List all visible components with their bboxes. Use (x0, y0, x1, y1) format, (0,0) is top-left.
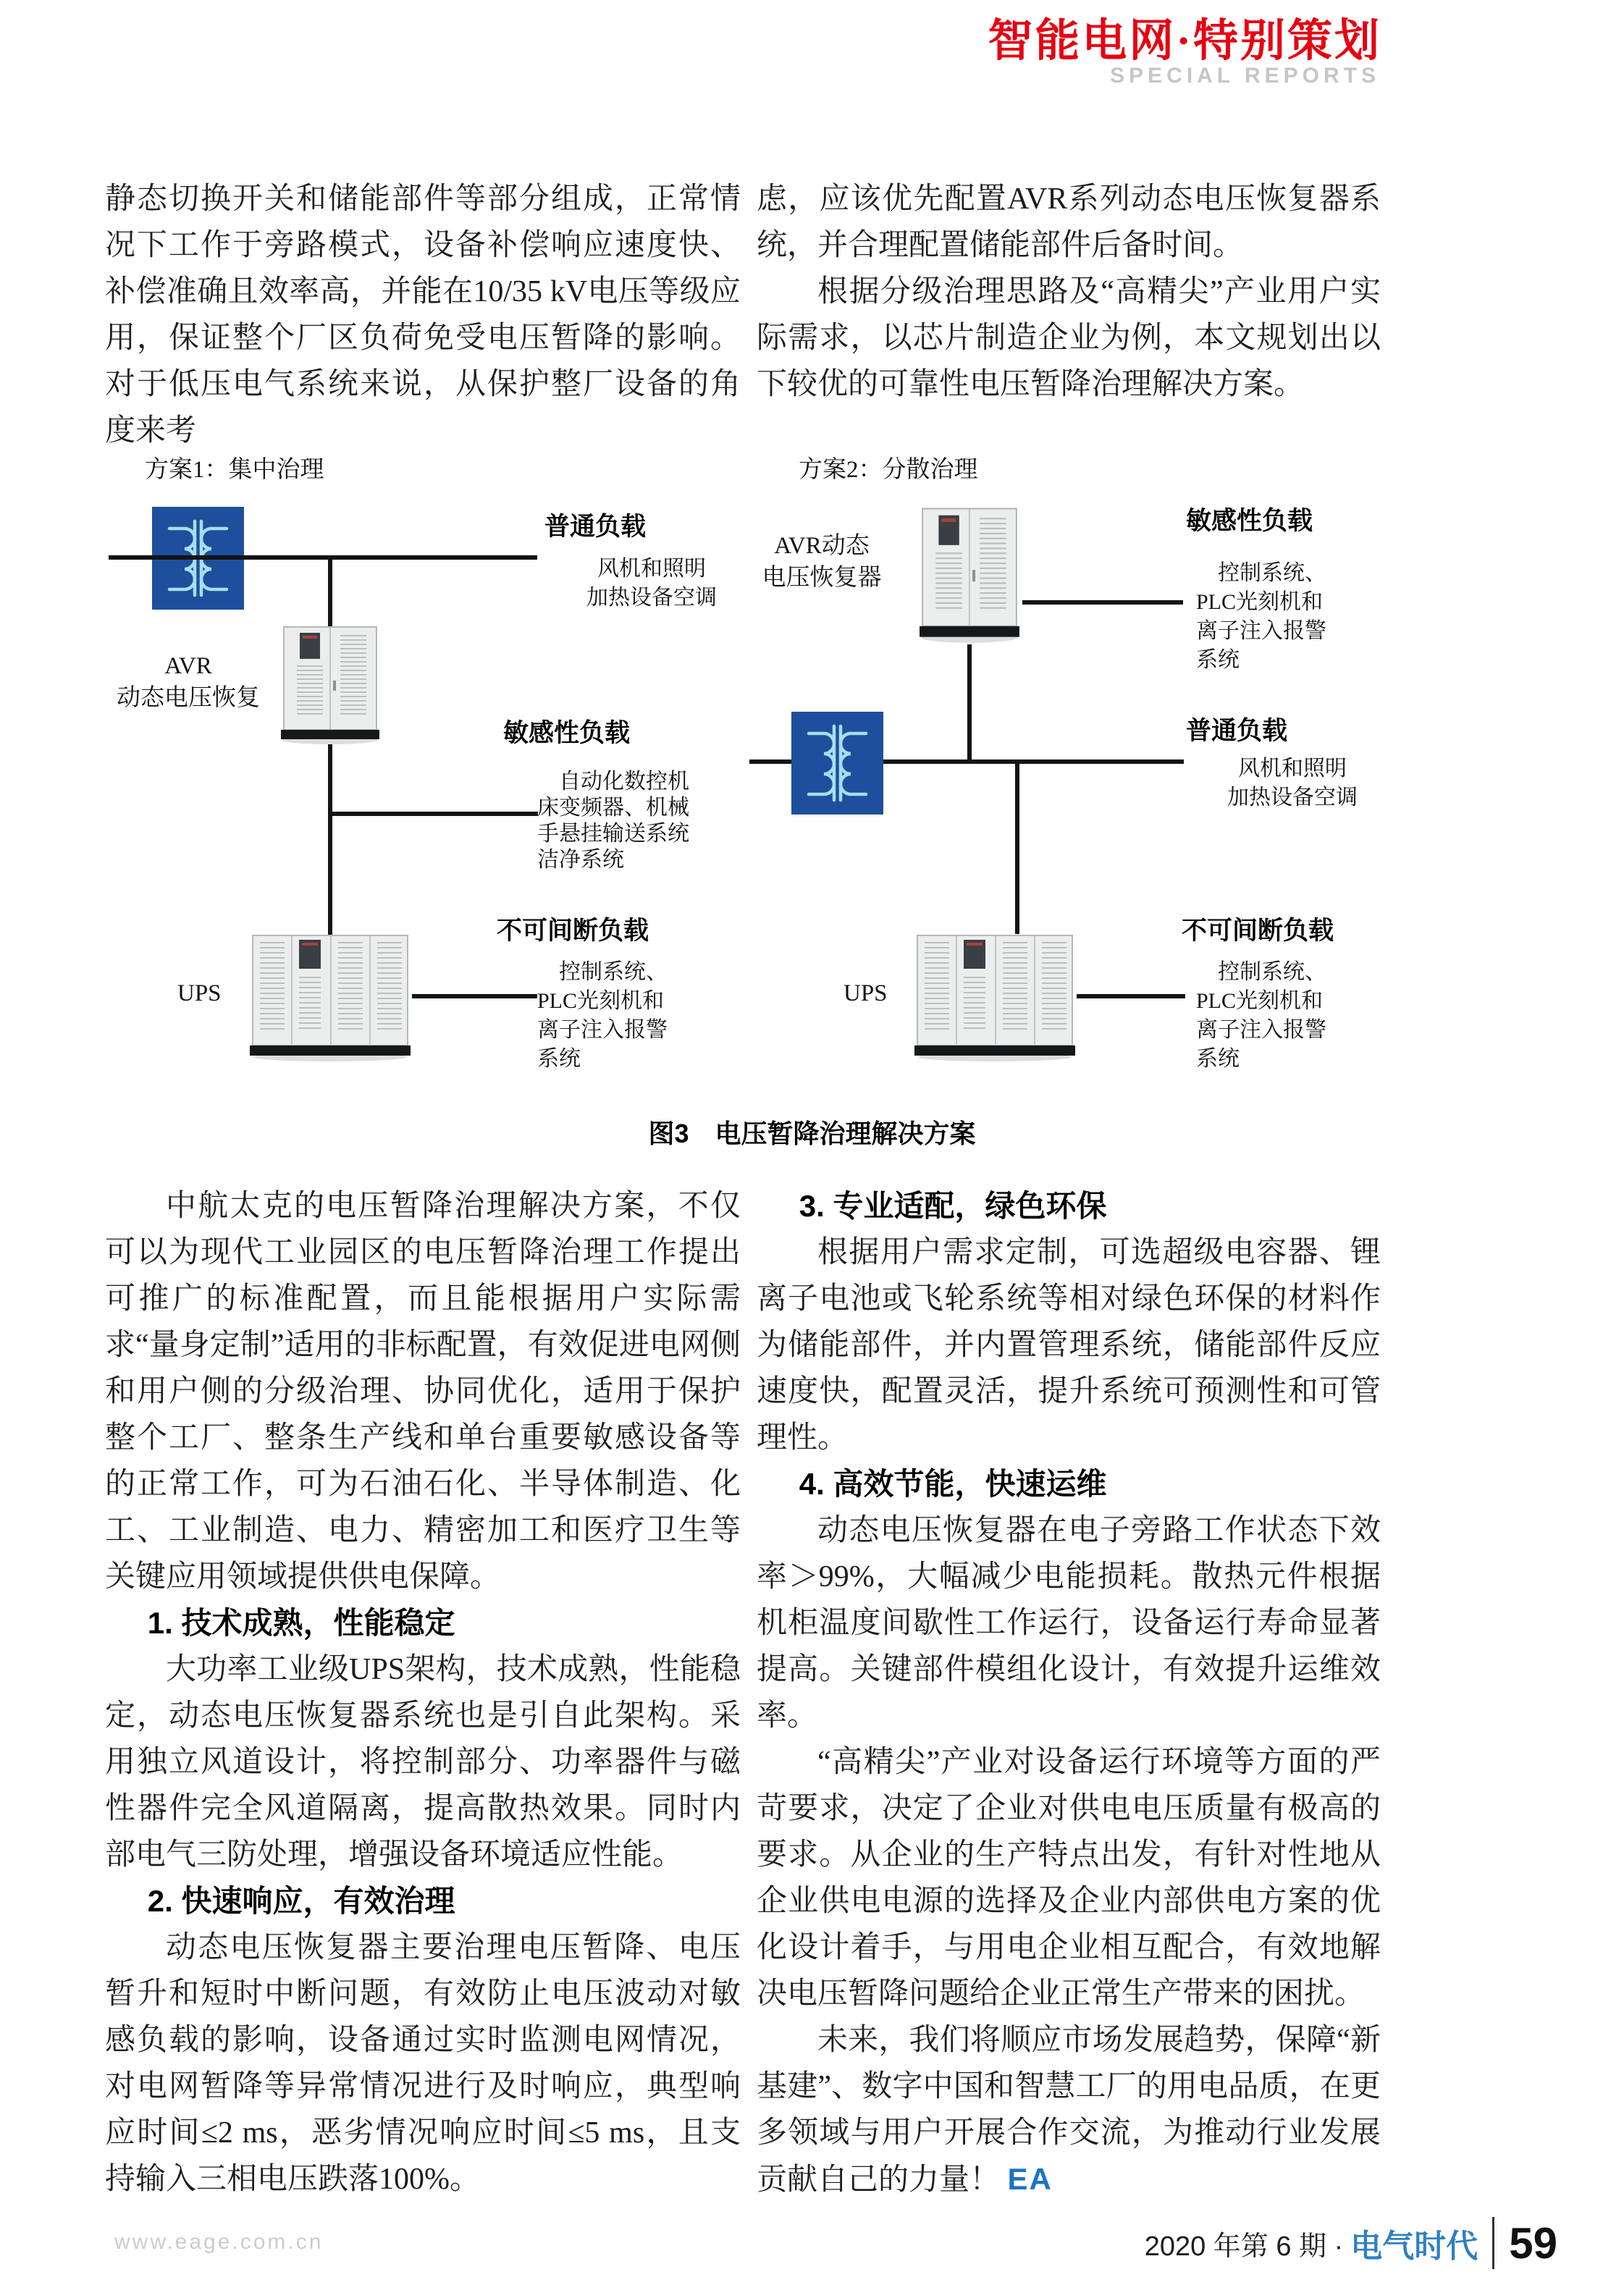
avr-label-line2: 动态电压恢复 (117, 685, 260, 711)
load-item: 系统 (1196, 648, 1240, 672)
paragraph: 根据用户需求定制，可选超级电容器、锂离子电池或飞轮系统等相对绿色环保的材料作为储能部件，并内置管理系统，储能部件反应速度快，配置灵活，提升系统可预测性和可管理性。 (757, 1236, 1381, 1455)
load-item: 自动化数控机 (559, 770, 689, 794)
ups-device-label: UPS (177, 980, 222, 1006)
load-item: 系统 (537, 1047, 581, 1071)
wire-vertical (967, 644, 972, 762)
load-item: 离子注入报警 (537, 1018, 668, 1042)
load-item: 控制系统、 (559, 960, 668, 984)
load-items-uninterruptible (1196, 958, 1428, 1074)
wire-branch (1077, 994, 1185, 998)
avr-label-line2: 电压恢复器 (762, 565, 882, 591)
load-item: 床变频器、机械 (537, 796, 689, 820)
scheme2-title: 方案2：分散治理 (799, 457, 978, 483)
body-column-right (757, 1183, 1381, 2203)
load-item: 加热设备空调 (1227, 786, 1358, 809)
ups-device-label: UPS (843, 980, 888, 1006)
body-column-left (105, 1183, 741, 2202)
wire-vertical (328, 744, 332, 938)
load-item: 控制系统、 (1218, 960, 1326, 984)
paragraph: 大功率工业级UPS架构，技术成熟，性能稳定，动态电压恢复器系统也是引自此架构。采用独立风道设计，将控制部分、功率器件与磁性器件完全风道隔离，提高散热效果。同时内部电气三防处理，增强设备环境适应性能。 (105, 1653, 741, 1872)
load-item: PLC光刻机和 (537, 989, 665, 1013)
section-heading: 2. 快速响应，有效治理 (147, 1884, 455, 1918)
load-item: 洁净系统 (537, 848, 624, 872)
avr-device-label (731, 530, 912, 594)
wire-branch (328, 812, 538, 816)
load-item: PLC光刻机和 (1196, 989, 1324, 1013)
load-item: PLC光刻机和 (1196, 590, 1324, 614)
wire-vertical (1015, 764, 1019, 934)
load-item: 风机和照明 (597, 557, 706, 581)
wire-vertical (328, 560, 332, 628)
load-item: 离子注入报警 (1196, 619, 1326, 643)
footer-issue: 2020 年第 6 期 · (1144, 2231, 1344, 2262)
load-items-sensitive (1196, 559, 1428, 675)
footer-divider (1492, 2217, 1494, 2269)
paragraph: “高精尖”产业对设备运行环境等方面的严苛要求，决定了企业对供电电压质量有极高的要求。从企业的生产特点出发，有针对性地从企业供电电源的选择及企业内部供电方案的优化设计着手，与用电企业相互配合，有效地解决电压暂降问题给企业正常生产带来的困扰。 (757, 1746, 1381, 2011)
paragraph-text: 未来，我们将顺应市场发展趋势，保障“新基建”、数字中国和智慧工厂的用电品质，在更多领域与用户开展合作交流，为推动行业发展贡献自己的力量！ (757, 2024, 1381, 2197)
ups-cabinet-image (250, 933, 411, 1063)
section-heading: 3. 专业适配，绿色环保 (799, 1189, 1107, 1223)
paragraph: 静态切换开关和储能部件等部分组成，正常情况下工作于旁路模式，设备补偿响应速度快、补偿准确且效率高，并能在10/35 kV电压等级应用，保证整个厂区负荷免受电压暂降的影响。对于低压电气系统来说，从保护整厂设备的角度来考 (105, 182, 741, 447)
load-item: 系统 (1196, 1047, 1240, 1071)
avr-cabinet-image (918, 505, 1021, 644)
article-end-mark: EA (1007, 2162, 1053, 2196)
load-items-normal (1191, 754, 1394, 812)
intro-column-left (105, 176, 741, 454)
load-title-sensitive: 敏感性负载 (503, 719, 631, 747)
load-item: 风机和照明 (1238, 757, 1347, 780)
figure-caption: 图3 电压暂降治理解决方案 (648, 1119, 976, 1148)
intro-column-right (757, 176, 1381, 408)
paragraph: 根据分级治理思路及“高精尖”产业用户实际需求，以芯片制造企业为例，本文规划出以下较优的可靠性电压暂降治理解决方案。 (757, 275, 1381, 401)
paragraph: 动态电压恢复器在电子旁路工作状态下效率＞99%，大幅减少电能损耗。散热元件根据机柜温度间歇性工作运行，设备运行寿命显著提高。关键部件模组化设计，有效提升运维效率。 (757, 1514, 1381, 1733)
section-heading: 4. 高效节能，快速运维 (799, 1467, 1107, 1501)
paragraph: 动态电压恢复器主要治理电压暂降、电压暂升和短时中断问题，有效防止电压波动对敏感负载的影响，设备通过实时监测电网情况，对电网暂降等异常情况进行及时响应，典型响应时间≤2 ms，恶劣情况响应时间≤5 ms，且支持输入三相电压跌落100%。 (105, 1931, 741, 2196)
bus-line (109, 555, 537, 560)
scheme1-title: 方案1：集中治理 (145, 457, 324, 483)
footer-issue-block (1145, 2213, 1557, 2273)
load-item: 控制系统、 (1218, 561, 1326, 585)
load-title-normal: 普通负载 (1186, 717, 1288, 745)
load-item: 手悬挂输送系统 (537, 822, 689, 846)
ups-cabinet-image (914, 933, 1075, 1063)
wire-branch (412, 994, 537, 998)
page-header-subtitle: SPECIAL REPORTS (1110, 64, 1380, 88)
load-title-uninterruptible: 不可间断负载 (1182, 917, 1334, 945)
avr-device-label (101, 650, 275, 714)
load-title-normal: 普通负载 (544, 513, 647, 541)
paragraph (757, 2017, 1381, 2203)
section-heading: 1. 技术成熟，性能稳定 (147, 1606, 455, 1640)
page-header-title: 智能电网·特别策划 (988, 17, 1381, 66)
avr-label-line1: AVR (164, 653, 212, 679)
paragraph: 中航太克的电压暂降治理解决方案，不仅可以为现代工业园区的电压暂降治理工作提出可推广的标准配置，而且能根据用户实际需求“量身定制”适用的非标配置，有效促进电网侧和用户侧的分级治理、协同优化，适用于保护整个工厂、整条生产线和单台重要敏感设备等的正常工作，可为石油石化、半导体制造、化工、工业制造、电力、精密加工和医疗卫生等关键应用领域提供供电保障。 (105, 1190, 741, 1594)
paragraph: 虑，应该优先配置AVR系列动态电压恢复器系统，并合理配置储能部件后备时间。 (757, 182, 1381, 262)
avr-label-line1: AVR动态 (774, 533, 870, 559)
footer-website: www.eage.com.cn (114, 2230, 324, 2254)
load-title-uninterruptible: 不可间断负载 (497, 917, 649, 945)
load-item: 离子注入报警 (1196, 1018, 1326, 1042)
load-items-uninterruptible (537, 958, 769, 1074)
load-items-sensitive (537, 769, 769, 873)
wire-branch (1022, 600, 1183, 605)
footer-magazine-name: 电气时代 (1350, 2229, 1478, 2264)
avr-cabinet-image (279, 624, 381, 746)
load-title-sensitive: 敏感性负载 (1186, 507, 1313, 535)
load-items-normal (550, 555, 753, 613)
load-item: 加热设备空调 (586, 586, 717, 610)
transformer-icon (791, 712, 883, 815)
footer-page-number: 59 (1509, 2218, 1557, 2268)
